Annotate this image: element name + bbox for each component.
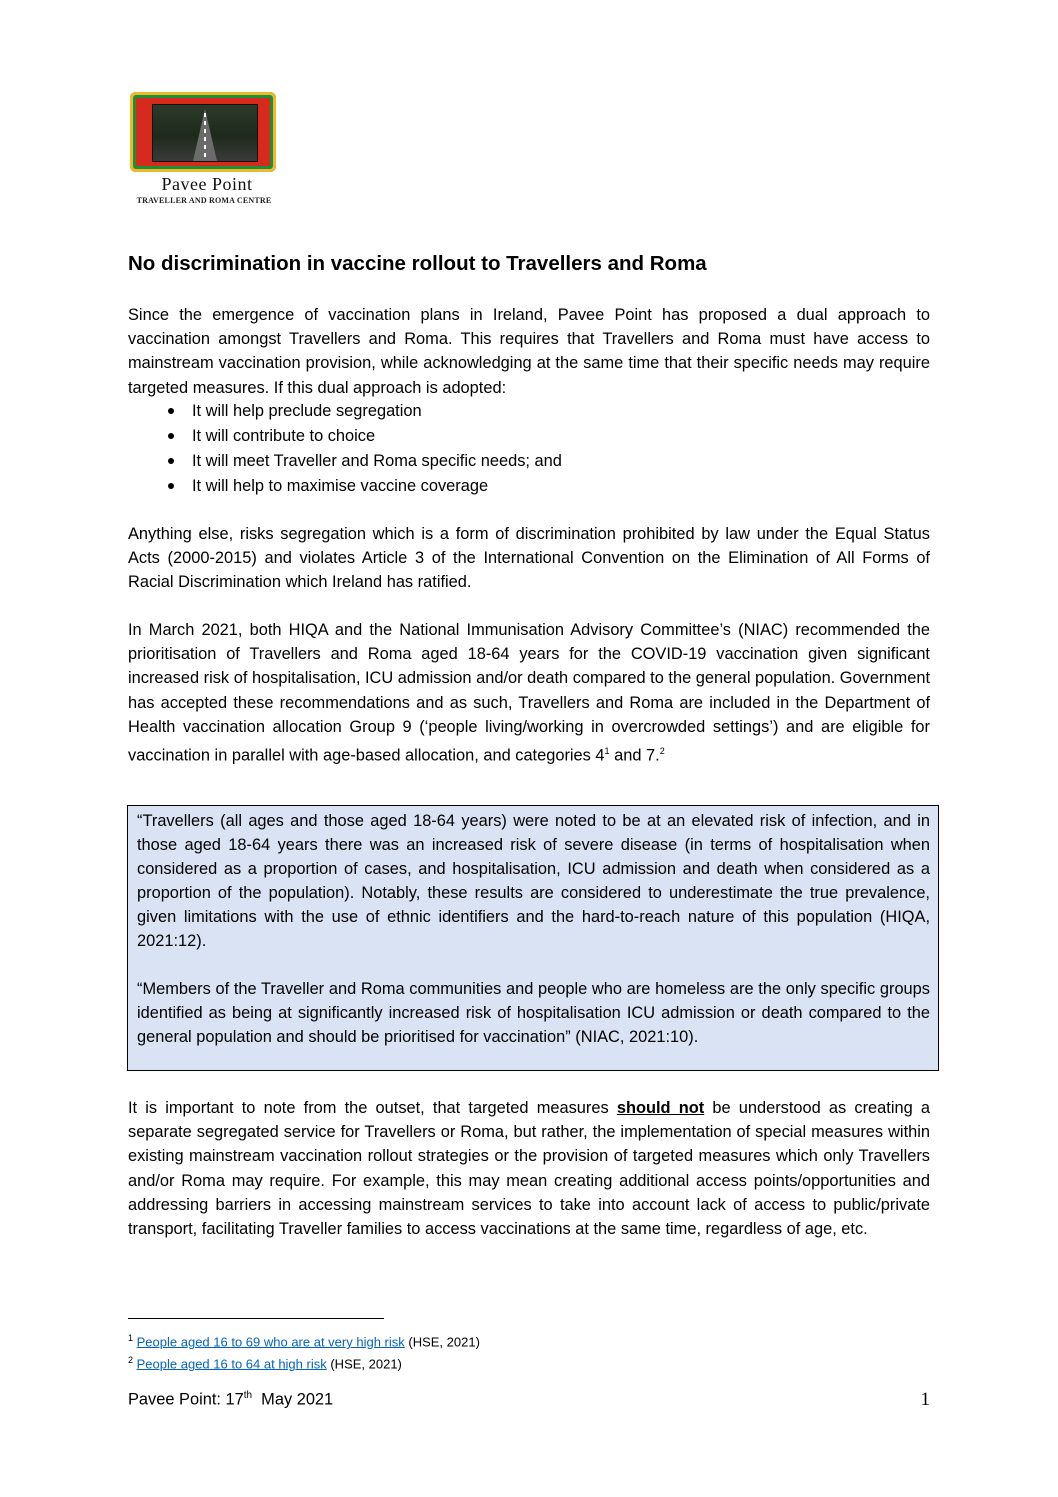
niac-quote: “Members of the Traveller and Roma communities and people who are homeless are the only specific groups identified as being at significantly increased risk of hospitalisation ICU admission or death compared to the general population and should be prioritised for vaccination” (NIAC, 2021:10). bbox=[137, 980, 930, 1046]
measures-text-a: It is important to note from the outset, that targeted measures bbox=[128, 1099, 617, 1117]
list-item: It will help to maximise vaccine coverage bbox=[128, 474, 928, 499]
road-scene-icon bbox=[152, 104, 258, 162]
footnote-source: (HSE, 2021) bbox=[326, 1356, 402, 1372]
list-item: It will meet Traveller and Roma specific needs; and bbox=[128, 449, 928, 474]
list-item: It will help preclude segregation bbox=[128, 399, 928, 424]
pavee-point-logo bbox=[128, 92, 280, 210]
footnote-source: (HSE, 2021) bbox=[404, 1334, 480, 1350]
logo-frame-icon bbox=[130, 92, 276, 172]
hiqa-quote: “Travellers (all ages and those aged 18-64 years) were noted to be at an elevated risk of infection, and in those aged 18-64 years there was an increased risk of severe disease (in terms of hospitalisation when considered as a proportion of cases, and hospitalisation, ICU admission and death when considered as a proportion of the population). Notably, these results are considered to underestimate the true prevalence, given limitations with the use of ethnic identifiers and the hard-to-reach nature of this population (HIQA, 2021:12). bbox=[137, 812, 930, 950]
footnote-ref-2[interactable]: 2 bbox=[659, 746, 665, 757]
footnote-1 bbox=[128, 1329, 480, 1351]
niac-text-b: and 7. bbox=[609, 746, 660, 765]
measures-text-b: be understood as creating a separate segregated service for Travellers or Roma, but rather, the implementation of special measures within existing mainstream vaccination rollout strategies or the provision of targeted measures which only Travellers and/or Roma may require. For example, this may mean creating additional access points/opportunities and addressing barriers in accessing mainstream services to take into account lack of access to public/private transport, facilitating Traveller families to access vaccinations at the same time, regardless of age, etc. bbox=[128, 1099, 930, 1239]
list-item: It will contribute to choice bbox=[128, 424, 928, 449]
intro-paragraph: Since the emergence of vaccination plans in Ireland, Pavee Point has proposed a dual approach to vaccination amongst Travellers and Roma. This requires that Travellers and Roma must have access to mainstream vaccination provision, while acknowledging at the same time that their specific needs may require targeted measures. If this dual approach is adopted: bbox=[128, 306, 930, 397]
segregation-paragraph: Anything else, risks segregation which is a form of discrimination prohibited by law under the Equal Status Acts (2000-2015) and violates Article 3 of the International Convention on the Elimination of All Forms of Racial Discrimination which Ireland has ratified. bbox=[128, 525, 930, 592]
niac-text-a: In March 2021, both HIQA and the National Immunisation Advisory Committee’s (NIAC) recommended the prioritisation of Travellers and Roma aged 18-64 years for the COVID-19 vaccination given significant increased risk of hospitalisation, ICU admission and/or death compared to the general population. Government has accepted these recommendations and as such, Travellers and Roma are included in the Department of Health vaccination allocation Group 9 (‘people living/working in overcrowded settings’) and are eligible for vaccination in parallel with age-based allocation, and categories 4 bbox=[128, 621, 930, 765]
footer-text-a: Pavee Point: 17 bbox=[128, 1390, 244, 1409]
benefits-list bbox=[128, 399, 928, 499]
footnote-number: 2 bbox=[128, 1355, 134, 1365]
footnote-ref-1[interactable]: 1 bbox=[604, 746, 610, 757]
logo-name: Pavee Point bbox=[161, 174, 253, 194]
footer-date-suffix: th bbox=[243, 1390, 253, 1401]
footnote-number: 1 bbox=[128, 1333, 134, 1343]
footnote-2 bbox=[128, 1351, 402, 1373]
footnote-link-very-high-risk[interactable]: People aged 16 to 69 who are at very high risk bbox=[136, 1334, 405, 1350]
footnote-link-high-risk[interactable]: People aged 16 to 64 at high risk bbox=[136, 1356, 327, 1372]
footnote-divider bbox=[128, 1318, 384, 1319]
niac-paragraph bbox=[128, 618, 930, 768]
logo-subtitle: TRAVELLER AND ROMA CENTRE bbox=[136, 196, 272, 205]
should-not-emphasis: should not bbox=[616, 1099, 705, 1117]
footer-text-b: May 2021 bbox=[252, 1390, 334, 1409]
page-title: No discrimination in vaccine rollout to Travellers and Roma bbox=[128, 252, 707, 275]
targeted-measures-paragraph bbox=[128, 1096, 930, 1241]
page-number: 1 bbox=[920, 1389, 930, 1410]
page-footer bbox=[128, 1390, 333, 1409]
